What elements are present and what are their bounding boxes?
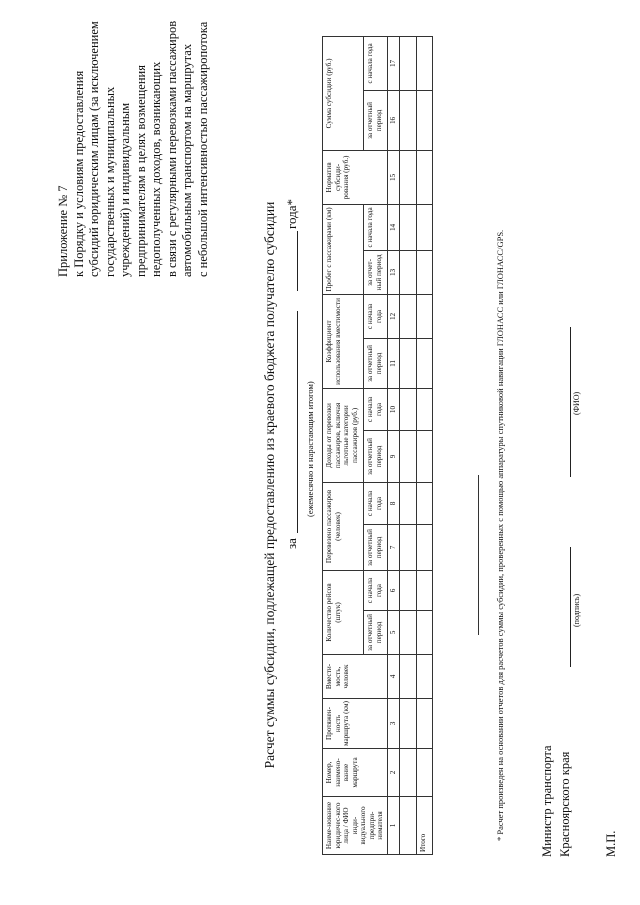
subheader-period: за отчетный период xyxy=(364,338,387,388)
period-note: (ежемесячно и нарастающим итогом) xyxy=(305,381,315,517)
header-subsidy-norm: Норматив субсиди-рования (руб.) xyxy=(323,150,388,204)
appendix-line: Приложение № 7 xyxy=(56,185,70,277)
footnote: * Расчет произведен на основании отчетов для расчетов суммы субсидии, проверенных с помощью аппаратуры спутниковой навигации ГЛОНАСС или ГЛОНАСС/GPS. xyxy=(495,229,505,841)
table-row xyxy=(399,36,416,854)
position-line: Министр транспорта xyxy=(540,745,554,857)
column-number: 4 xyxy=(387,655,399,699)
appendix-line: предпринимателям в целях возмещения xyxy=(133,65,148,277)
position-line: Красноярского края xyxy=(558,751,572,857)
period-prefix: за xyxy=(284,538,299,549)
column-number: 11 xyxy=(387,338,399,388)
footnote-divider xyxy=(478,475,479,635)
header-trips: Количество рейсов (штук) xyxy=(323,570,364,654)
appendix-header xyxy=(56,17,211,277)
column-number: 3 xyxy=(387,699,399,749)
header-mileage: Пробег с пассажирами (км) xyxy=(323,204,364,294)
subheader-ytd: с начала года xyxy=(364,388,387,430)
appendix-line: недополученных доходов, возникающих xyxy=(149,61,163,277)
period-blank xyxy=(297,311,298,533)
header-coefficient: Коэффициент использования вместимости xyxy=(323,294,364,388)
signatory-position xyxy=(538,745,574,857)
stamp-place: М.П. xyxy=(604,830,618,857)
appendix-line: субсидий юридическим лицам (за исключением xyxy=(87,21,101,277)
header-company: Наиме-нование юридичес-кого лица / ФИО инди-видуального предпри-нимателя xyxy=(323,797,388,855)
column-number: 17 xyxy=(387,36,399,90)
column-number: 5 xyxy=(387,611,399,655)
subsidy-calculation-table xyxy=(322,36,433,855)
subheader-period: за отчетный период xyxy=(364,90,387,150)
header-subsidy-amount: Сумма субсидии (руб.) xyxy=(323,36,364,150)
period-suffix: года* xyxy=(284,198,299,229)
column-number: 12 xyxy=(387,294,399,338)
subheader-period: за отчет-ный период xyxy=(364,250,387,294)
subheader-ytd: с начала года xyxy=(364,36,387,90)
name-caption: (ФИО) xyxy=(572,391,581,415)
subheader-period: за отчетный период xyxy=(364,524,387,570)
column-number: 8 xyxy=(387,482,399,524)
column-number: 13 xyxy=(387,250,399,294)
column-number: 10 xyxy=(387,388,399,430)
header-route-length: Протяжен-ность маршрута (км) xyxy=(323,699,388,749)
column-number: 1 xyxy=(387,797,399,855)
subheader-ytd: с начала года xyxy=(364,204,387,250)
appendix-line: государственных и муниципальных xyxy=(102,86,117,277)
header-route: Номер, наимено-вание маршрута xyxy=(323,749,388,797)
total-row xyxy=(416,36,432,854)
subheader-ytd: с начала года xyxy=(364,294,387,338)
appendix-line: учреждений) и индивидуальным xyxy=(118,102,132,277)
column-number: 6 xyxy=(387,570,399,610)
column-number: 15 xyxy=(387,150,399,204)
subheader-ytd: с начала года xyxy=(364,570,387,610)
signature-caption: (подпись) xyxy=(572,593,581,627)
column-number: 9 xyxy=(387,430,399,482)
column-number: 7 xyxy=(387,524,399,570)
column-number: 16 xyxy=(387,90,399,150)
appendix-line: автомобильным транспортом на маршрутах xyxy=(180,43,194,277)
header-capacity: Вмести-мость, человек xyxy=(323,655,388,699)
subheader-period: за отчетный период xyxy=(364,611,387,655)
name-line xyxy=(570,327,571,477)
total-label: Итого xyxy=(416,797,432,855)
subheader-period: за отчетный период xyxy=(364,430,387,482)
header-income: Доходы от перевозки пассажиров, включая льготные категории пассажиров (руб.) xyxy=(323,388,364,482)
column-number-row xyxy=(387,36,399,854)
appendix-line: с небольшой интенсивностью пассажиропотока xyxy=(195,21,210,277)
appendix-line: к Порядку и условиям предоставления xyxy=(71,70,86,277)
document-title: Расчет суммы субсидии, подлежащей предоставлению из краевого бюджета получателю субсидии xyxy=(262,201,277,769)
appendix-line: в связи с регулярными перевозками пассажиров xyxy=(164,20,179,277)
header-passengers: Перевезено пассажиров (человек) xyxy=(323,482,364,570)
column-number: 2 xyxy=(387,749,399,797)
signature-line xyxy=(570,547,571,667)
column-number: 14 xyxy=(387,204,399,250)
subheader-ytd: с начала года xyxy=(364,482,387,524)
header-row xyxy=(323,36,364,854)
year-blank xyxy=(297,231,298,291)
